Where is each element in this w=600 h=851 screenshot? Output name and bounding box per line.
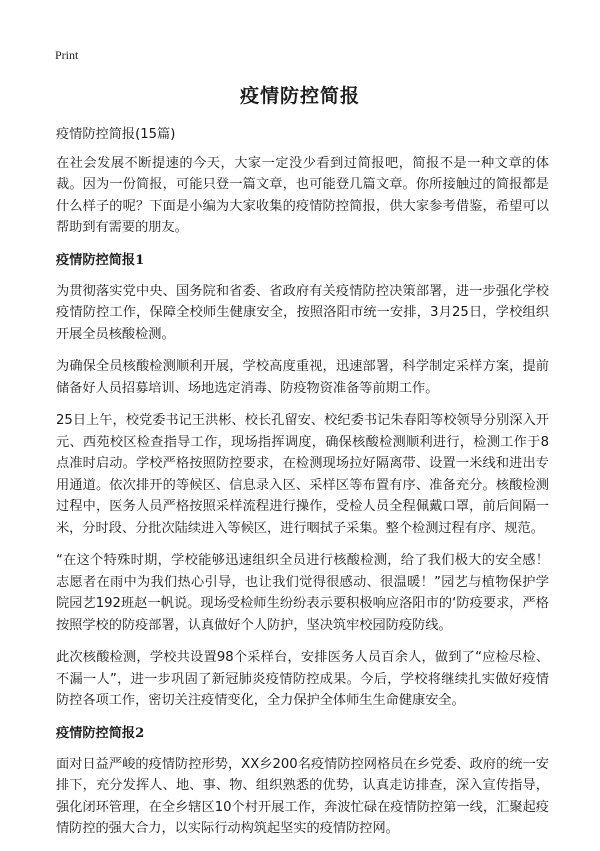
article-subtitle: 疫情防控简报(15篇) [56, 127, 176, 142]
section-paragraph: “在这个特殊时期，学校能够迅速组织全员进行核酸检测，给了我们极大的安全感！志愿者在雨中为我们热心引导，也让我们觉得很感动、很温暖！”园艺与植物保护学院园艺192班赵一帆说。现场受检师生纷纷表示要积极响应洛阳市的‘防疫要求，严格按照学校的防疫部署，认真做好个人防护，坚决筑牢校园防疫防线。 [56, 553, 549, 633]
page-title: 疫情防控简报 [239, 85, 360, 107]
intro-paragraph: 在社会发展不断提速的今天，大家一定没少看到过简报吧，简报不是一种文章的体裁。因为一份简报，可能只登一篇文章，也可能登几篇文章。你所接触过的简报都是什么样子的呢？下面是小编为大家收集的疫情防控简报，供大家参考借鉴，希望可以帮助到有需要的朋友。 [56, 155, 549, 235]
section-heading: 疫情防控简报2 [56, 725, 145, 741]
section-paragraph: 为确保全员核酸检测顺利开展，学校高度重视，迅速部署，科学制定采样方案，提前储备好人员招募培训、场地选定消毒、防疫物资准备等前期工作。 [56, 359, 549, 396]
section-heading: 疫情防控简报1 [56, 252, 145, 268]
section-paragraph: 为贯彻落实党中央、国务院和省委、省政府有关疫情防控决策部署，进一步强化学校疫情防控工作，保障全校师生健康安全，按照洛阳市统一安排，3月25日，学校组织开展全员核酸检测。 [56, 283, 549, 342]
section-paragraph: 面对日益严峻的疫情防控形势，XX乡200名疫情防控网格员在乡党委、政府的统一安排下，充分发挥人、地、事、物、组织熟悉的优势，认真走访排查，深入宣传指导，强化闭环管理，在全乡辖区10个村开展工作，奔波忙碌在疫情防控第一线，汇聚起疫情防控的强大合力，以实际行动构筑起坚实的疫情防控网。 [56, 756, 549, 836]
article-body [56, 124, 549, 851]
section-paragraph: 此次核酸检测，学校共设置98个采样台，安排医务人员百余人，做到了“应检尽检、不漏一人”，进一步巩固了新冠肺炎疫情防控成果。今后，学校将继续扎实做好疫情防控各项工作，密切关注疫情变化，全力保护全体师生生命健康安全。 [56, 650, 549, 708]
print-link[interactable]: Print [55, 48, 79, 62]
section-paragraph: 25日上午，校党委书记王洪彬、校长孔留安、校纪委书记朱春阳等校领导分别深入开元、西苑校区检查指导工作，现场指挥调度，确保核酸检测顺利进行，检测工作于8点准时启动。学校严格按照防控要求，在检测现场拉好隔离带、设置一米线和进出专用通道。依次排开的等候区、信息录入区、采样区等布置有序、准备充分。核酸检测过程中，医务人员严格按照采样流程进行操作，受检人员全程佩戴口罩，前后间隔一米，分时段、分批次陆续进入等候区，进行咽拭子采集。整个检测过程有序、规范。 [56, 413, 549, 536]
